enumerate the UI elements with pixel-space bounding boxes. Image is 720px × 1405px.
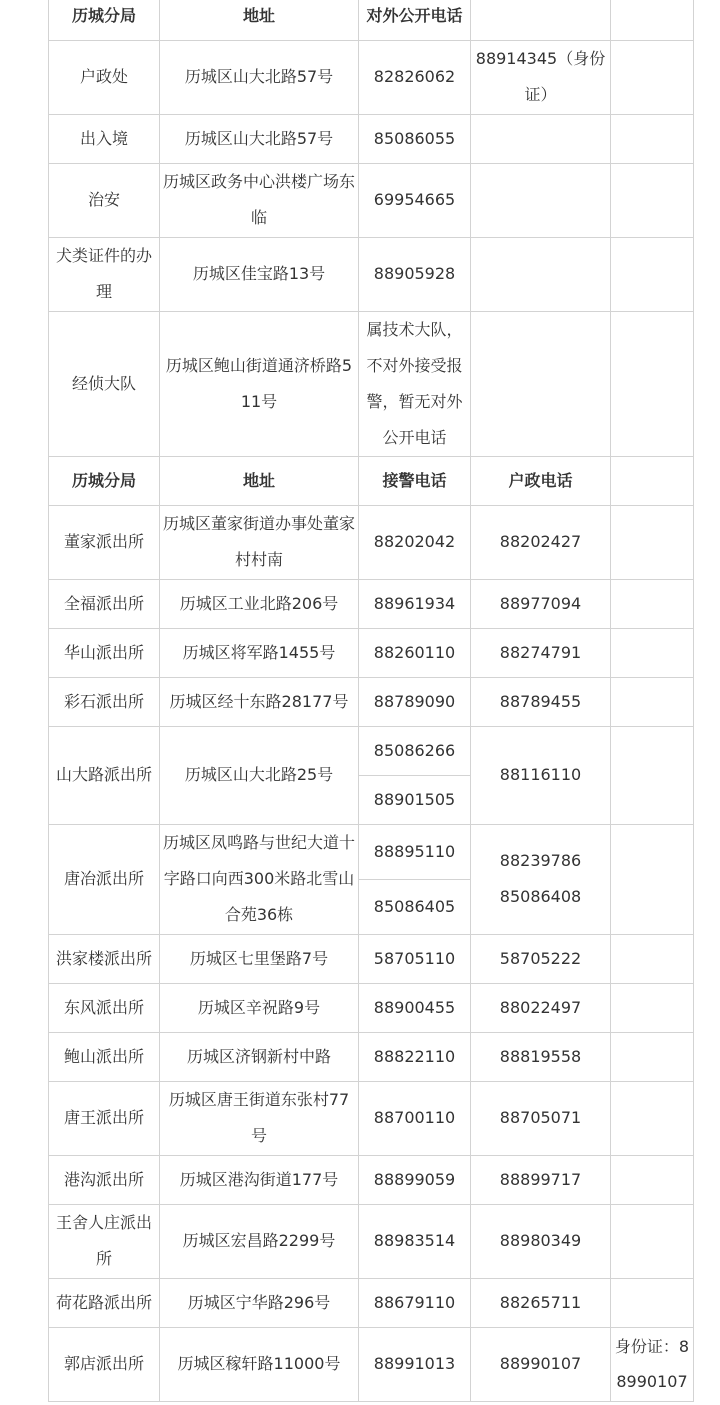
huzheng-phone-cell: 88705071 <box>471 1081 611 1155</box>
huzheng-phone-cell <box>471 824 611 934</box>
alarm-phone-cell: 88789090 <box>359 677 471 726</box>
address-cell: 历城区经十东路28177号 <box>160 677 359 726</box>
address-cell: 历城区政务中心洪楼广场东临 <box>160 163 359 237</box>
note-cell <box>611 1278 694 1327</box>
table-row <box>49 983 694 1032</box>
address-cell: 历城区将军路1455号 <box>160 628 359 677</box>
table-row <box>49 726 694 775</box>
note-cell <box>611 934 694 983</box>
station-name-cell: 全福派出所 <box>49 579 160 628</box>
address-cell: 历城区鲍山街道通济桥路511号 <box>160 311 359 456</box>
phone-cell: 85086055 <box>359 114 471 163</box>
station-name-cell: 华山派出所 <box>49 628 160 677</box>
huzheng-phone-cell: 88899717 <box>471 1155 611 1204</box>
station-name-cell: 郭店派出所 <box>49 1327 160 1401</box>
table-row <box>49 505 694 579</box>
alarm-phone-cell: 88700110 <box>359 1081 471 1155</box>
address-cell: 历城区济钢新村中路 <box>160 1032 359 1081</box>
phone-cell: 88905928 <box>359 237 471 311</box>
header-cell <box>471 0 611 40</box>
phone-cell: 69954665 <box>359 163 471 237</box>
address-cell: 历城区山大北路57号 <box>160 114 359 163</box>
unit-cell: 犬类证件的办理 <box>49 237 160 311</box>
note-cell <box>611 114 694 163</box>
huzheng-phone-cell: 88980349 <box>471 1204 611 1278</box>
table-row <box>49 824 694 879</box>
alarm-phone-cell: 88679110 <box>359 1278 471 1327</box>
address-cell: 历城区佳宝路13号 <box>160 237 359 311</box>
header-cell: 历城分局 <box>49 456 160 505</box>
station-name-cell: 东风派出所 <box>49 983 160 1032</box>
address-cell: 历城区唐王街道东张村77号 <box>160 1081 359 1155</box>
note-cell <box>611 505 694 579</box>
alarm-phone-cell: 88260110 <box>359 628 471 677</box>
table-row <box>49 237 694 311</box>
table-row <box>49 579 694 628</box>
note-cell: 身份证：88990107 <box>611 1327 694 1401</box>
extra-phone-cell <box>471 114 611 163</box>
alarm-phone-cell: 88991013 <box>359 1327 471 1401</box>
alarm-phone-cell: 88983514 <box>359 1204 471 1278</box>
address-cell: 历城区宏昌路2299号 <box>160 1204 359 1278</box>
huzheng-phone-cell: 88274791 <box>471 628 611 677</box>
station-name-cell: 董家派出所 <box>49 505 160 579</box>
header-cell: 对外公开电话 <box>359 0 471 40</box>
address-cell: 历城区宁华路296号 <box>160 1278 359 1327</box>
note-cell <box>611 1081 694 1155</box>
header-cell: 户政电话 <box>471 456 611 505</box>
huzheng-phone-cell: 88990107 <box>471 1327 611 1401</box>
huzheng-phone-line: 88239786 <box>499 851 582 870</box>
huzheng-phone-cell: 88819558 <box>471 1032 611 1081</box>
phone-cell: 属技术大队，不对外接受报警，暂无对外公开电话 <box>359 311 471 456</box>
unit-cell: 户政处 <box>49 40 160 114</box>
note-cell <box>611 983 694 1032</box>
phone-cell: 82826062 <box>359 40 471 114</box>
extra-phone-cell <box>471 311 611 456</box>
table-row <box>49 1155 694 1204</box>
police-contact-table <box>48 0 694 1402</box>
table-row <box>49 114 694 163</box>
note-cell <box>611 726 694 824</box>
huzheng-phone-cell: 88022497 <box>471 983 611 1032</box>
header-cell: 地址 <box>160 0 359 40</box>
table-row <box>49 1327 694 1401</box>
table2-header-row <box>49 456 694 505</box>
alarm-phone-cell: 88895110 <box>359 824 471 879</box>
note-cell <box>611 579 694 628</box>
huzheng-phone-cell: 88977094 <box>471 579 611 628</box>
table-row <box>49 1204 694 1278</box>
note-cell <box>611 1032 694 1081</box>
unit-cell: 出入境 <box>49 114 160 163</box>
huzheng-phone-cell: 58705222 <box>471 934 611 983</box>
note-cell <box>611 163 694 237</box>
huzheng-phone-cell: 88116110 <box>471 726 611 824</box>
note-cell <box>611 311 694 456</box>
address-cell: 历城区工业北路206号 <box>160 579 359 628</box>
address-cell: 历城区凤鸣路与世纪大道十字路口向西300米路北雪山合苑36栋 <box>160 824 359 934</box>
station-name-cell: 王舍人庄派出所 <box>49 1204 160 1278</box>
huzheng-phone-cell: 88265711 <box>471 1278 611 1327</box>
header-cell: 地址 <box>160 456 359 505</box>
station-name-cell: 彩石派出所 <box>49 677 160 726</box>
extra-phone-cell <box>471 163 611 237</box>
station-name-cell: 荷花路派出所 <box>49 1278 160 1327</box>
note-cell <box>611 1204 694 1278</box>
address-cell: 历城区山大北路25号 <box>160 726 359 824</box>
table-row <box>49 628 694 677</box>
alarm-phone-cell: 88900455 <box>359 983 471 1032</box>
table-row <box>49 677 694 726</box>
table1-header-row <box>49 0 694 40</box>
alarm-phone-cell: 88822110 <box>359 1032 471 1081</box>
note-cell <box>611 628 694 677</box>
address-cell: 历城区稼轩路11000号 <box>160 1327 359 1401</box>
alarm-phone-cell: 88961934 <box>359 579 471 628</box>
table-row <box>49 1278 694 1327</box>
alarm-phone-cell: 88202042 <box>359 505 471 579</box>
address-cell: 历城区董家街道办事处董家村村南 <box>160 505 359 579</box>
station-name-cell: 唐王派出所 <box>49 1081 160 1155</box>
alarm-phone-cell: 88899059 <box>359 1155 471 1204</box>
header-cell: 历城分局 <box>49 0 160 40</box>
address-cell: 历城区港沟街道177号 <box>160 1155 359 1204</box>
table-row <box>49 40 694 114</box>
table-row <box>49 1032 694 1081</box>
table-row <box>49 311 694 456</box>
station-name-cell: 鲍山派出所 <box>49 1032 160 1081</box>
station-name-cell: 港沟派出所 <box>49 1155 160 1204</box>
alarm-phone-cell: 85086405 <box>359 879 471 934</box>
note-cell <box>611 40 694 114</box>
extra-phone-cell: 88914345（身份证） <box>471 40 611 114</box>
header-cell <box>611 456 694 505</box>
note-cell <box>611 677 694 726</box>
alarm-phone-cell: 88901505 <box>359 775 471 824</box>
header-cell: 接警电话 <box>359 456 471 505</box>
police-contact-table-wrapper <box>48 0 694 1402</box>
table-row <box>49 1081 694 1155</box>
alarm-phone-cell: 85086266 <box>359 726 471 775</box>
unit-cell: 经侦大队 <box>49 311 160 456</box>
address-cell: 历城区七里堡路7号 <box>160 934 359 983</box>
alarm-phone-cell: 58705110 <box>359 934 471 983</box>
extra-phone-cell <box>471 237 611 311</box>
header-cell <box>611 0 694 40</box>
note-cell <box>611 1155 694 1204</box>
address-cell: 历城区辛祝路9号 <box>160 983 359 1032</box>
station-name-cell: 唐冶派出所 <box>49 824 160 934</box>
table-row <box>49 163 694 237</box>
unit-cell: 治安 <box>49 163 160 237</box>
note-cell <box>611 824 694 934</box>
table-row <box>49 934 694 983</box>
huzheng-phone-line: 85086408 <box>499 887 582 906</box>
huzheng-phone-cell: 88789455 <box>471 677 611 726</box>
station-name-cell: 洪家楼派出所 <box>49 934 160 983</box>
huzheng-phone-cell: 88202427 <box>471 505 611 579</box>
address-cell: 历城区山大北路57号 <box>160 40 359 114</box>
note-cell <box>611 237 694 311</box>
station-name-cell: 山大路派出所 <box>49 726 160 824</box>
